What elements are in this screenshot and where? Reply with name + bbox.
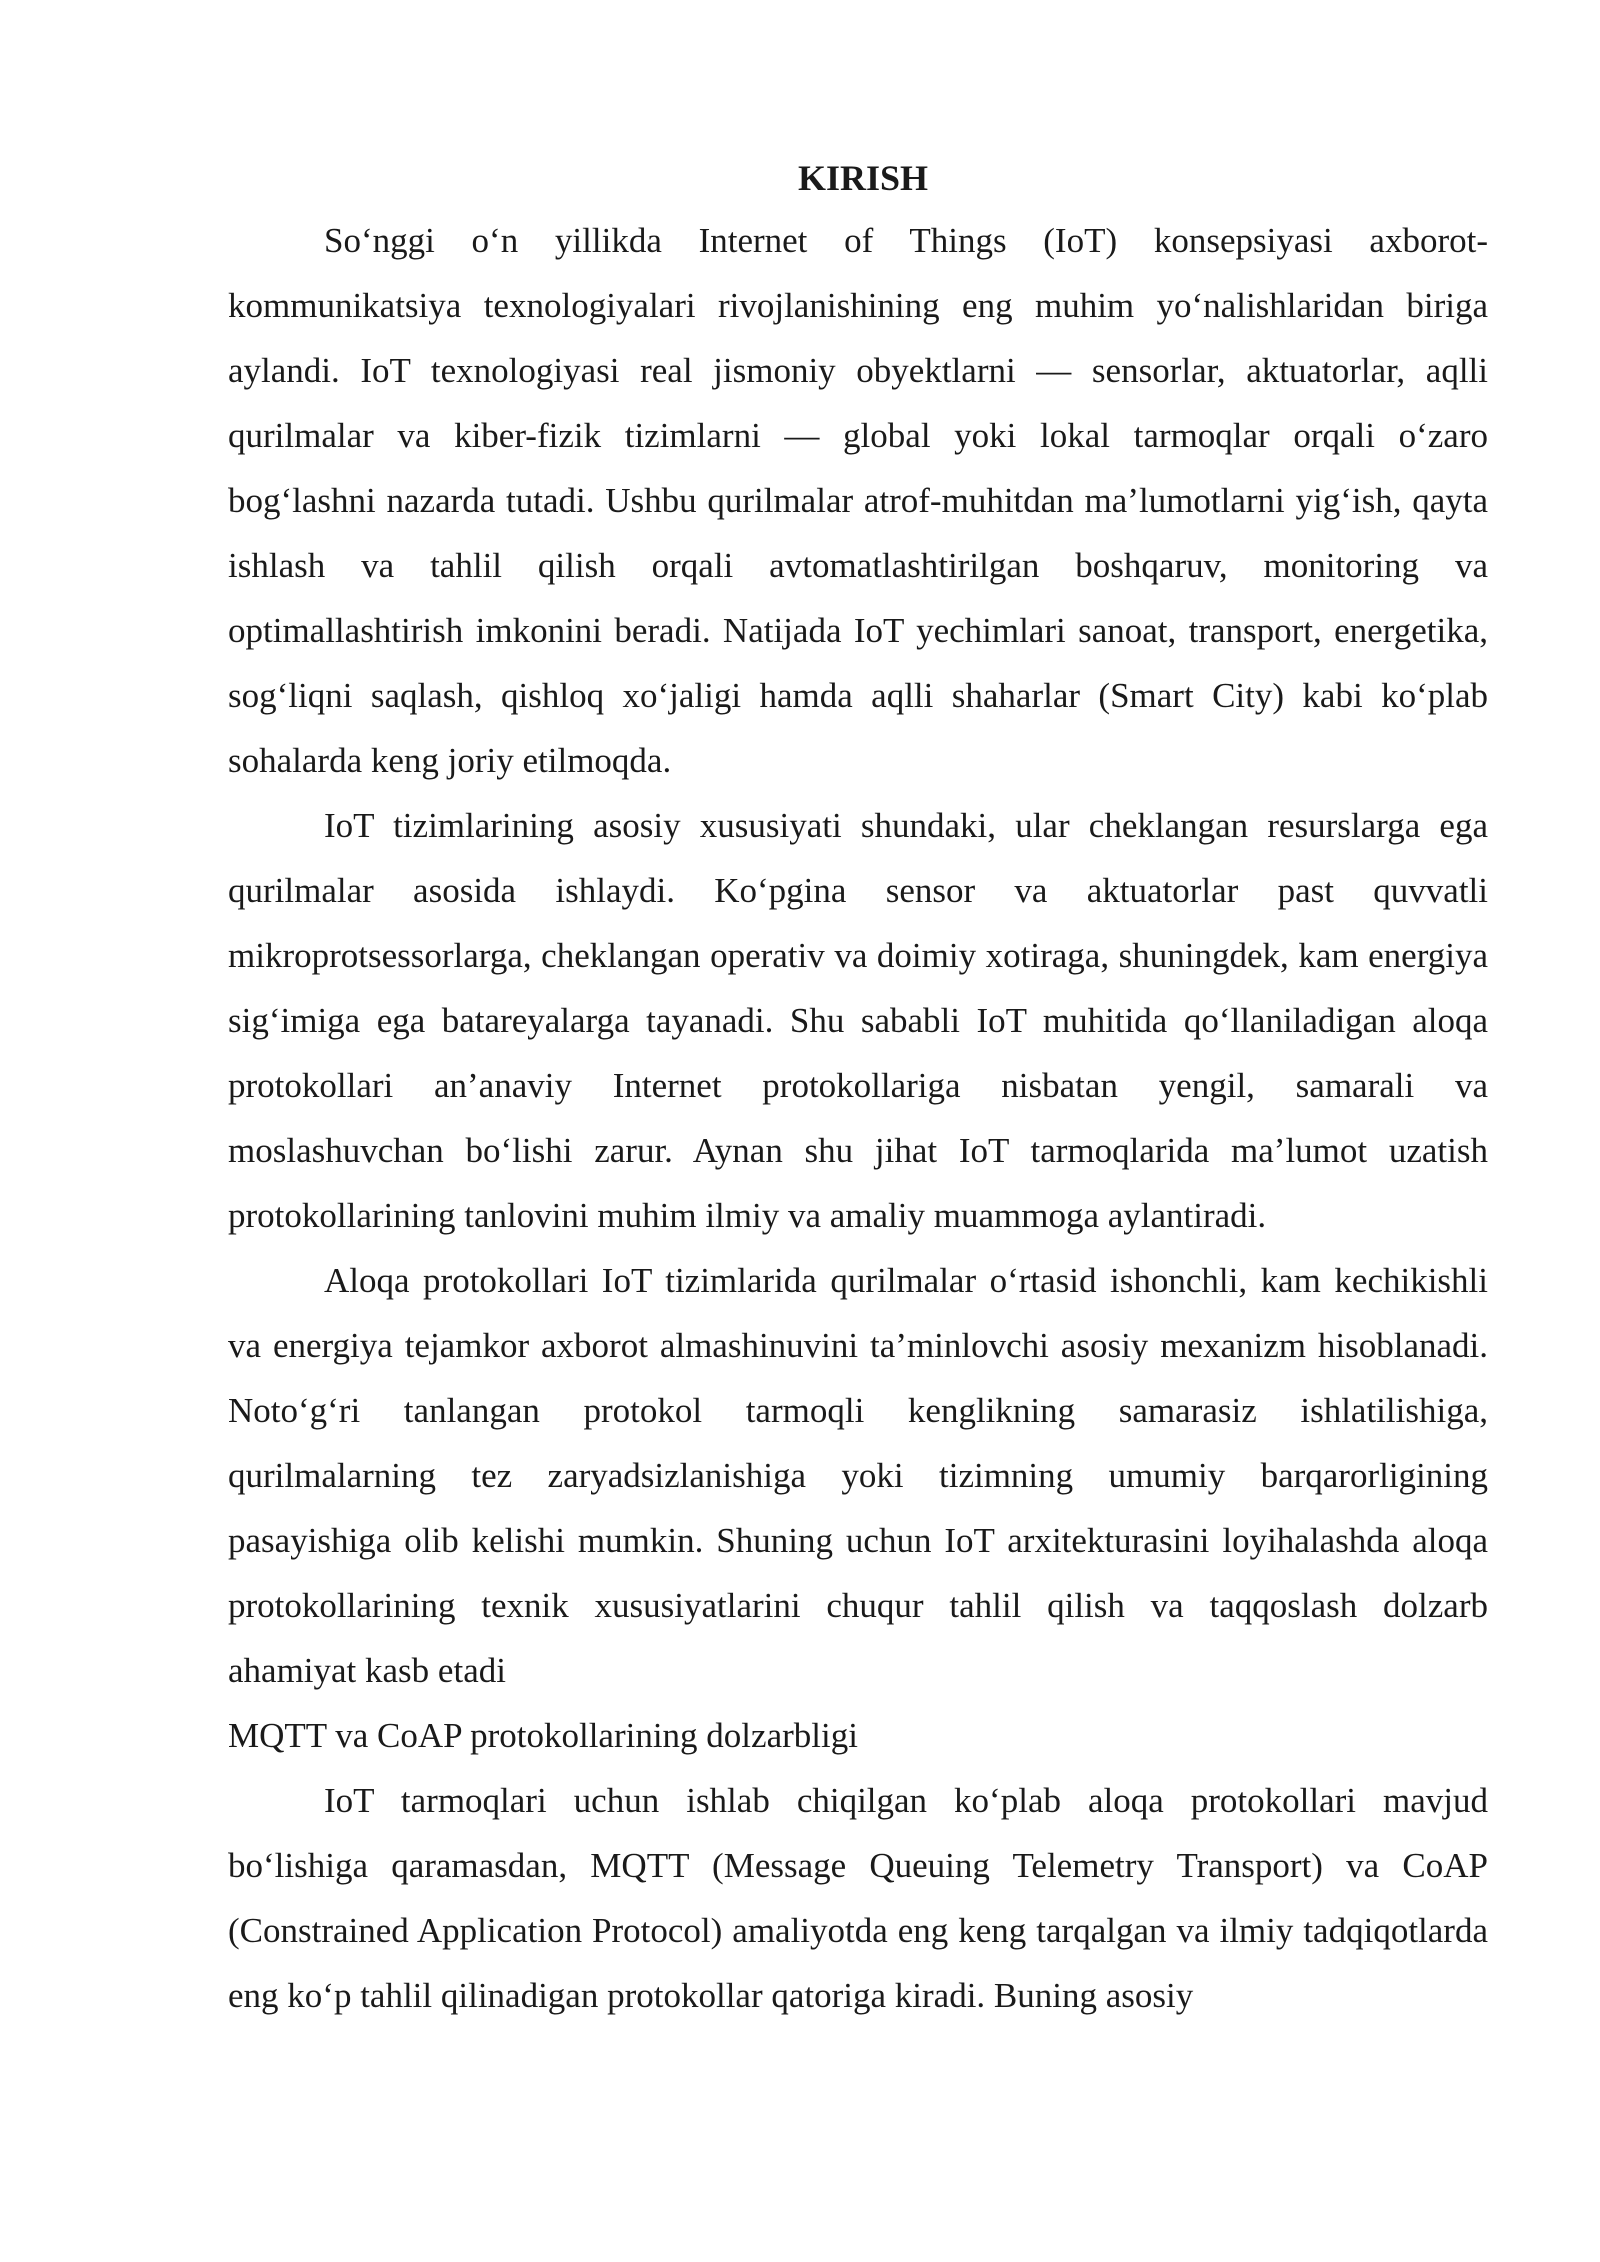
- page-title: KIRISH: [797, 158, 929, 198]
- paragraph-3: Aloqa protokollari IoT tizimlarida qurilmalar o‘rtasid ishonchli, kam kechikishli va energiya tejamkor axborot almashinuvini ta’minlovchi asosiy mexanizm hisoblanadi. Noto‘g‘ri tanlangan protokol tarmoqli kenglikning samarasiz ishlatilishiga, qurilmalarning tez zaryadsizlanishiga yoki tizimning umumiy barqarorligining pasayishiga olib kelishi mumkin. Shuning uchun IoT arxitekturasini loyihalashda aloqa protokollarining texnik xususiyatlarini chuqur tahlil qilish va taqqoslash dolzarb ahamiyat kasb etadi: [228, 1261, 1488, 1690]
- paragraph-1: So‘nggi o‘n yillikda Internet of Things (IoT) konsepsiyasi axborot-kommunikatsiya texnologiyalari rivojlanishining eng muhim yo‘nalishlaridan biriga aylandi. IoT texnologiyasi real jismoniy obyektlarni — sensorlar, aktuatorlar, aqlli qurilmalar va kiber-fizik tizimlarni — global yoki lokal tarmoqlar orqali o‘zaro bog‘lashni nazarda tutadi. Ushbu qurilmalar atrof-muhitdan ma’lumotlarni yig‘ish, qayta ishlash va tahlil qilish orqali avtomatlashtirilgan boshqaruv, monitoring va optimallashtirish imkonini beradi. Natijada IoT yechimlari sanoat, transport, energetika, sog‘liqni saqlash, qishloq xo‘jaligi hamda aqlli shaharlar (Smart City) kabi ko‘plab sohalarda keng joriy etilmoqda.: [228, 221, 1488, 780]
- section-subheading: MQTT va CoAP protokollarining dolzarbligi: [228, 1716, 858, 1755]
- paragraph-2: IoT tizimlarining asosiy xususiyati shundaki, ular cheklangan resurslarga ega qurilmalar asosida ishlaydi. Ko‘pgina sensor va aktuatorlar past quvvatli mikroprotsessorlarga, cheklangan operativ va doimiy xotiraga, shuningdek, kam energiya sig‘imiga ega batareyalarga tayanadi. Shu sababli IoT muhitida qo‘llaniladigan aloqa protokollari an’anaviy Internet protokollariga nisbatan yengil, samarali va moslashuvchan bo‘lishi zarur. Aynan shu jihat IoT tarmoqlarida ma’lumot uzatish protokollarining tanlovini muhim ilmiy va amaliy muammoga aylantiradi.: [228, 806, 1488, 1235]
- paragraph-4: IoT tarmoqlari uchun ishlab chiqilgan ko‘plab aloqa protokollari mavjud bo‘lishiga qaramasdan, MQTT (Message Queuing Telemetry Transport) va CoAP (Constrained Application Protocol) amaliyotda eng keng tarqalgan va ilmiy tadqiqotlarda eng ko‘p tahlil qilinadigan protokollar qatoriga kiradi. Buning asosiy: [228, 1781, 1488, 2015]
